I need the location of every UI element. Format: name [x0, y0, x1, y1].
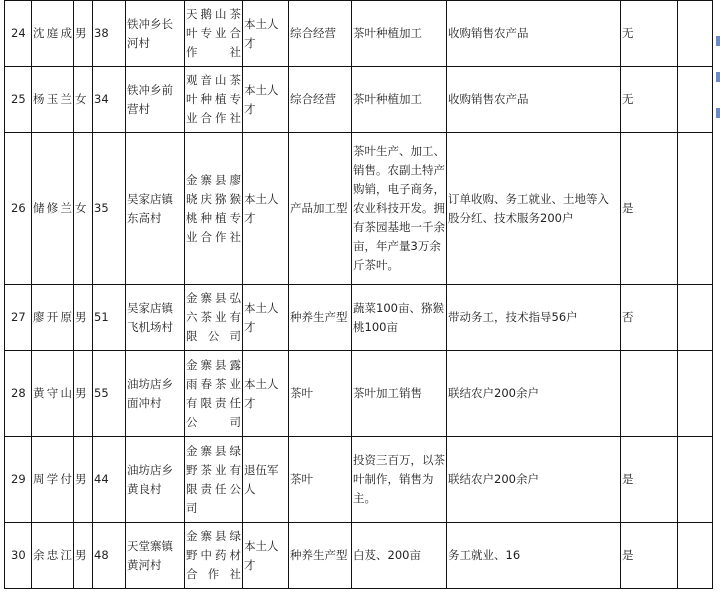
driving-mode: 务工就业、16 [447, 523, 621, 589]
row-number: 29 [5, 437, 32, 523]
scroll-marker [716, 36, 720, 46]
person-name: 杨玉兰 [32, 67, 74, 133]
flag [621, 351, 678, 437]
organization: 观音山茶叶种植专业合作社 [185, 67, 243, 133]
person-name: 沈庭成 [32, 1, 74, 67]
age: 35 [93, 133, 126, 285]
driving-mode: 带动务工，技术指导56户 [447, 285, 621, 351]
organization: 金寨县绿野茶业有限责任公司 [185, 437, 243, 523]
category: 综合经营 [289, 67, 352, 133]
village: 铁冲乡长河村 [126, 1, 185, 67]
row-number: 24 [5, 1, 32, 67]
gender: 女 [74, 133, 93, 285]
age: 51 [93, 285, 126, 351]
gender: 女 [74, 67, 93, 133]
table-row [5, 285, 713, 351]
village: 油坊店乡黄良村 [126, 437, 185, 523]
age: 38 [93, 1, 126, 67]
empty-cell [678, 437, 713, 523]
business: 茶叶种植加工 [352, 1, 447, 67]
business: 白芨、200亩 [352, 523, 447, 589]
organization: 金寨县绿野中药材合作社 [185, 523, 243, 589]
gender: 男 [74, 1, 93, 67]
empty-cell [678, 1, 713, 67]
business: 蔬菜100亩、猕猴桃100亩 [352, 285, 447, 351]
village: 油坊店乡面冲村 [126, 351, 185, 437]
gender: 男 [74, 351, 93, 437]
organization: 金寨县弘六茶业有限公司 [185, 285, 243, 351]
business: 投资三百万，以茶叶制作，销售为主。 [352, 437, 447, 523]
driving-mode: 联结农户200余户 [447, 437, 621, 523]
table-row [5, 437, 713, 523]
age: 55 [93, 351, 126, 437]
age: 44 [93, 437, 126, 523]
business: 茶叶种植加工 [352, 67, 447, 133]
village: 吴家店镇东高村 [126, 133, 185, 285]
empty-cell [678, 67, 713, 133]
flag: 否 [621, 285, 678, 351]
table-row [5, 351, 713, 437]
gender: 男 [74, 523, 93, 589]
village: 吴家店镇飞机场村 [126, 285, 185, 351]
organization: 金寨县廖晓庆猕猴桃种植专业合作社 [185, 133, 243, 285]
person-name: 储修兰 [32, 133, 74, 285]
talent-type: 本土人才 [243, 133, 289, 285]
flag: 是 [621, 523, 678, 589]
category: 茶叶 [289, 437, 352, 523]
talent-type: 本土人才 [243, 1, 289, 67]
row-number: 26 [5, 133, 32, 285]
talent-type: 本土人才 [243, 351, 289, 437]
row-number: 30 [5, 523, 32, 589]
age: 34 [93, 67, 126, 133]
empty-cell [678, 523, 713, 589]
driving-mode: 收购销售农产品 [447, 67, 621, 133]
scroll-marker [716, 72, 720, 82]
row-number: 25 [5, 67, 32, 133]
empty-cell [678, 351, 713, 437]
organization: 天鹅山茶叶专业合作社 [185, 1, 243, 67]
person-name: 廖开原 [32, 285, 74, 351]
driving-mode: 联结农户200余户 [447, 351, 621, 437]
empty-cell [678, 133, 713, 285]
talent-type: 本土人才 [243, 523, 289, 589]
person-name: 周学付 [32, 437, 74, 523]
flag: 无 [621, 1, 678, 67]
row-number: 27 [5, 285, 32, 351]
talent-type: 本土人才 [243, 285, 289, 351]
talent-type: 退伍军人 [243, 437, 289, 523]
talent-type: 本土人才 [243, 67, 289, 133]
table-row [5, 523, 713, 589]
empty-cell [678, 285, 713, 351]
category: 种养生产型 [289, 523, 352, 589]
flag: 是 [621, 133, 678, 285]
flag: 是 [621, 437, 678, 523]
organization: 金寨县露雨春茶业有限责任公司 [185, 351, 243, 437]
age: 48 [93, 523, 126, 589]
category: 种养生产型 [289, 285, 352, 351]
gender: 男 [74, 437, 93, 523]
category: 综合经营 [289, 1, 352, 67]
row-number: 28 [5, 351, 32, 437]
gender: 男 [74, 285, 93, 351]
driving-mode: 收购销售农产品 [447, 1, 621, 67]
driving-mode: 订单收购、务工就业、土地等入股分红、技术服务200户 [447, 133, 621, 285]
table-row [5, 67, 713, 133]
table-row [5, 1, 713, 67]
village: 天堂寨镇黄河村 [126, 523, 185, 589]
table-row [5, 133, 713, 285]
business: 茶叶加工销售 [352, 351, 447, 437]
scroll-marker [716, 108, 720, 118]
talent-table [4, 0, 713, 589]
category: 产品加工型 [289, 133, 352, 285]
business: 茶叶生产、加工、销售。农副土特产购销，电子商务，农业科技开发。拥有茶园基地一千余亩，年产量3万余斤茶叶。 [352, 133, 447, 285]
category: 茶叶 [289, 351, 352, 437]
person-name: 余忠江 [32, 523, 74, 589]
person-name: 黄守山 [32, 351, 74, 437]
village: 铁冲乡前营村 [126, 67, 185, 133]
flag: 无 [621, 67, 678, 133]
